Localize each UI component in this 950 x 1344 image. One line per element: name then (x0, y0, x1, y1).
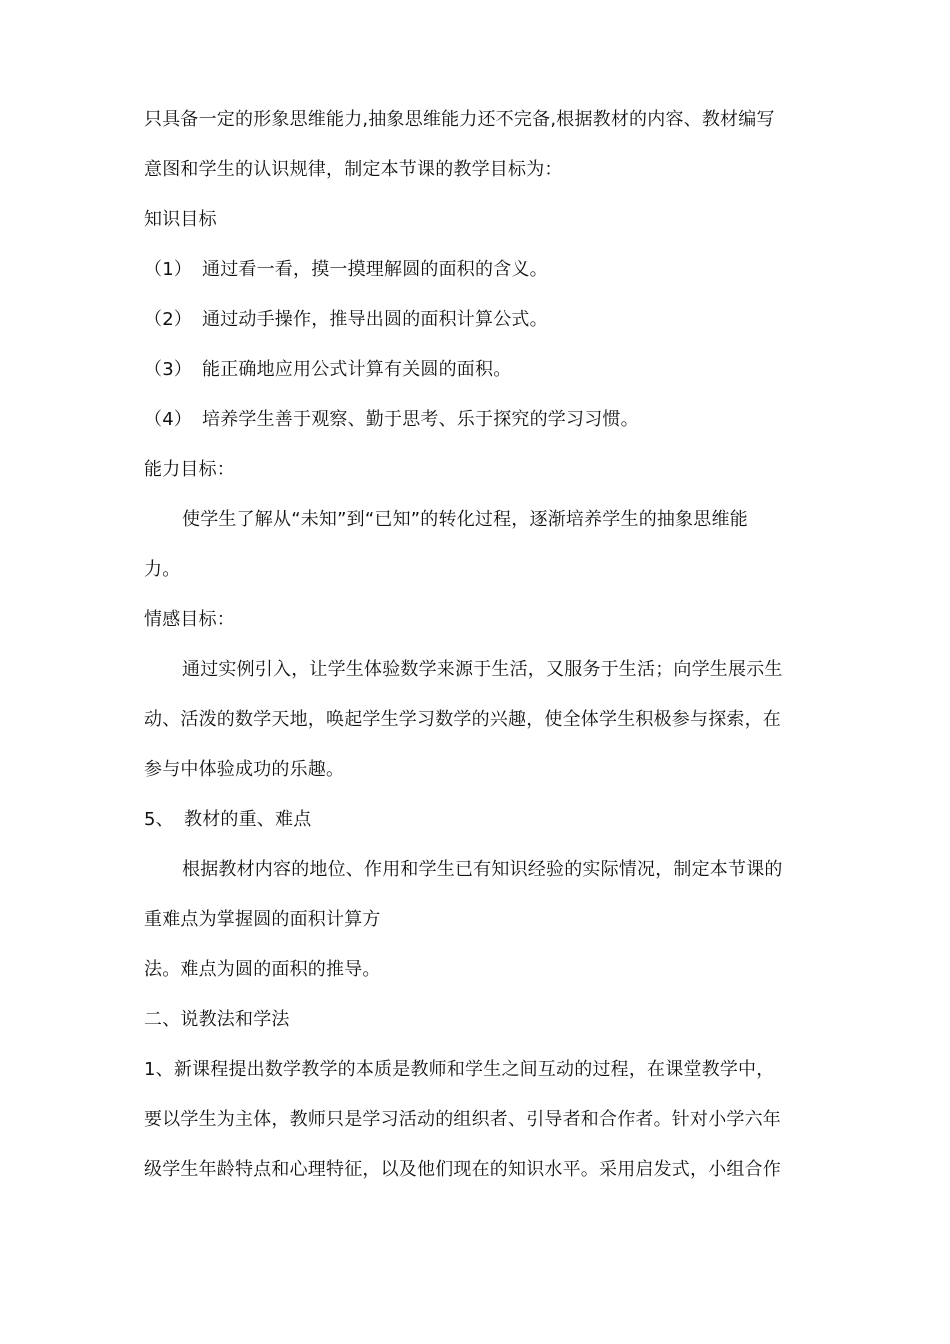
item-text: 通过动手操作，推导出圆的面积计算公式。 (202, 309, 548, 330)
knowledge-heading: 知识目标 (144, 209, 217, 230)
ability-line-2: 力。 (144, 559, 181, 580)
item-text: 通过看一看，摸一摸理解圆的面积的含义。 (202, 259, 548, 280)
method-line-2: 要以学生为主体，教师只是学习活动的组织者、引导者和合作者。针对小学六年 (144, 1109, 781, 1130)
item-text: 培养学生善于观察、勤于思考、乐于探究的学习习惯。 (202, 409, 639, 430)
emotion-line-1: 通过实例引入，让学生体验数学来源于生活，又服务于生活；向学生展示生 (182, 659, 783, 680)
intro-line-2: 意图和学生的认识规律，制定本节课的教学目标为： (144, 159, 563, 180)
intro-line-1: 只具备一定的形象思维能力,抽象思维能力还不完备,根据教材的内容、教材编写 (144, 109, 775, 130)
keypoint-line-2: 重难点为掌握圆的面积计算方 (144, 909, 381, 930)
method-line-1: 1、新课程提出数学教学的本质是教师和学生之间互动的过程，在课堂教学中， (144, 1059, 775, 1080)
ability-line-1: 使学生了解从“未知”到“已知”的转化过程，逐渐培养学生的抽象思维能 (182, 509, 748, 530)
emotion-line-3: 参与中体验成功的乐趣。 (144, 759, 345, 780)
emotion-line-2: 动、活泼的数学天地，唤起学生学习数学的兴趣，使全体学生积极参与探索，在 (144, 709, 781, 730)
knowledge-item-2 (144, 308, 548, 332)
method-line-3: 级学生年龄特点和心理特征，以及他们现在的知识水平。采用启发式，小组合作 (144, 1159, 781, 1180)
item-number: （1） (144, 259, 193, 280)
section-title: 教材的重、难点 (184, 809, 312, 830)
item-number: （4） (144, 409, 193, 430)
knowledge-item-1 (144, 258, 548, 282)
keypoint-line-3: 法。难点为圆的面积的推导。 (144, 959, 381, 980)
item-number: （2） (144, 309, 193, 330)
knowledge-item-3 (144, 358, 511, 382)
ability-heading: 能力目标： (144, 459, 235, 480)
keypoint-line-1: 根据教材内容的地位、作用和学生已有知识经验的实际情况，制定本节课的 (182, 859, 783, 880)
section-5-heading (144, 808, 311, 832)
item-text: 能正确地应用公式计算有关圆的面积。 (202, 359, 512, 380)
emotion-heading: 情感目标： (144, 609, 235, 630)
item-number: （3） (144, 359, 193, 380)
part-2-heading: 二、说教法和学法 (144, 1009, 290, 1030)
section-number: 5、 (144, 809, 174, 830)
knowledge-item-4 (144, 408, 639, 432)
